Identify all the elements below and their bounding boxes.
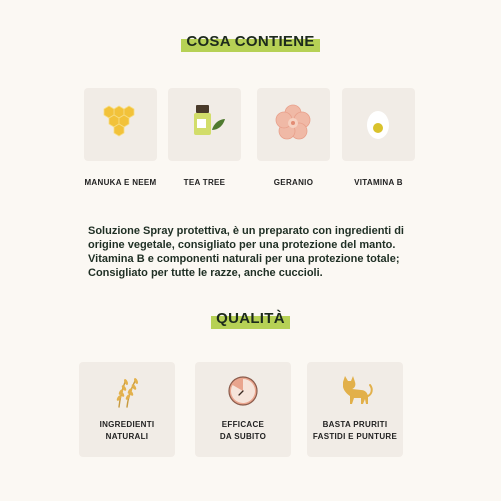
quality-title: QUALITÀ [216,310,285,327]
oil-bottle-leaf-icon [168,88,241,161]
quality-label: INGREDIENTI NATURALI [99,420,155,441]
ingredients-row [0,88,501,198]
timer-icon [223,374,263,408]
ingredient-label: GERANIO [273,178,314,187]
quality-card-natural [79,362,175,457]
ingredient-label: TEA TREE [183,178,226,187]
quality-card-fast [195,362,291,457]
cat-icon [335,374,375,408]
egg-icon [342,88,415,161]
contents-title: COSA CONTIENE [186,33,315,50]
product-description: Soluzione Spray protettiva, è un preparato con ingredienti di origine vegetale, consigliato per una protezione del manto. Vitamina B e componenti naturali per una protezione totale; Consigliato per tutte le razze, anche cuccioli. [88,225,404,279]
quality-card-itch [307,362,403,457]
honeycomb-icon [84,88,157,161]
ingredient-label: MANUKA E NEEM [84,178,157,187]
ingredient-label: VITAMINA B [354,178,403,187]
ingredient-card-geranio [257,88,330,187]
wheat-icon [107,374,147,408]
ingredient-card-manuka [84,88,157,187]
ingredient-card-tea-tree [168,88,241,187]
geranium-flower-icon [257,88,330,161]
quality-label: BASTA PRURITI FASTIDI E PUNTURE [312,420,398,441]
quality-label: EFFICACE DA SUBITO [219,420,267,441]
ingredient-card-vitamina-b [342,88,415,187]
